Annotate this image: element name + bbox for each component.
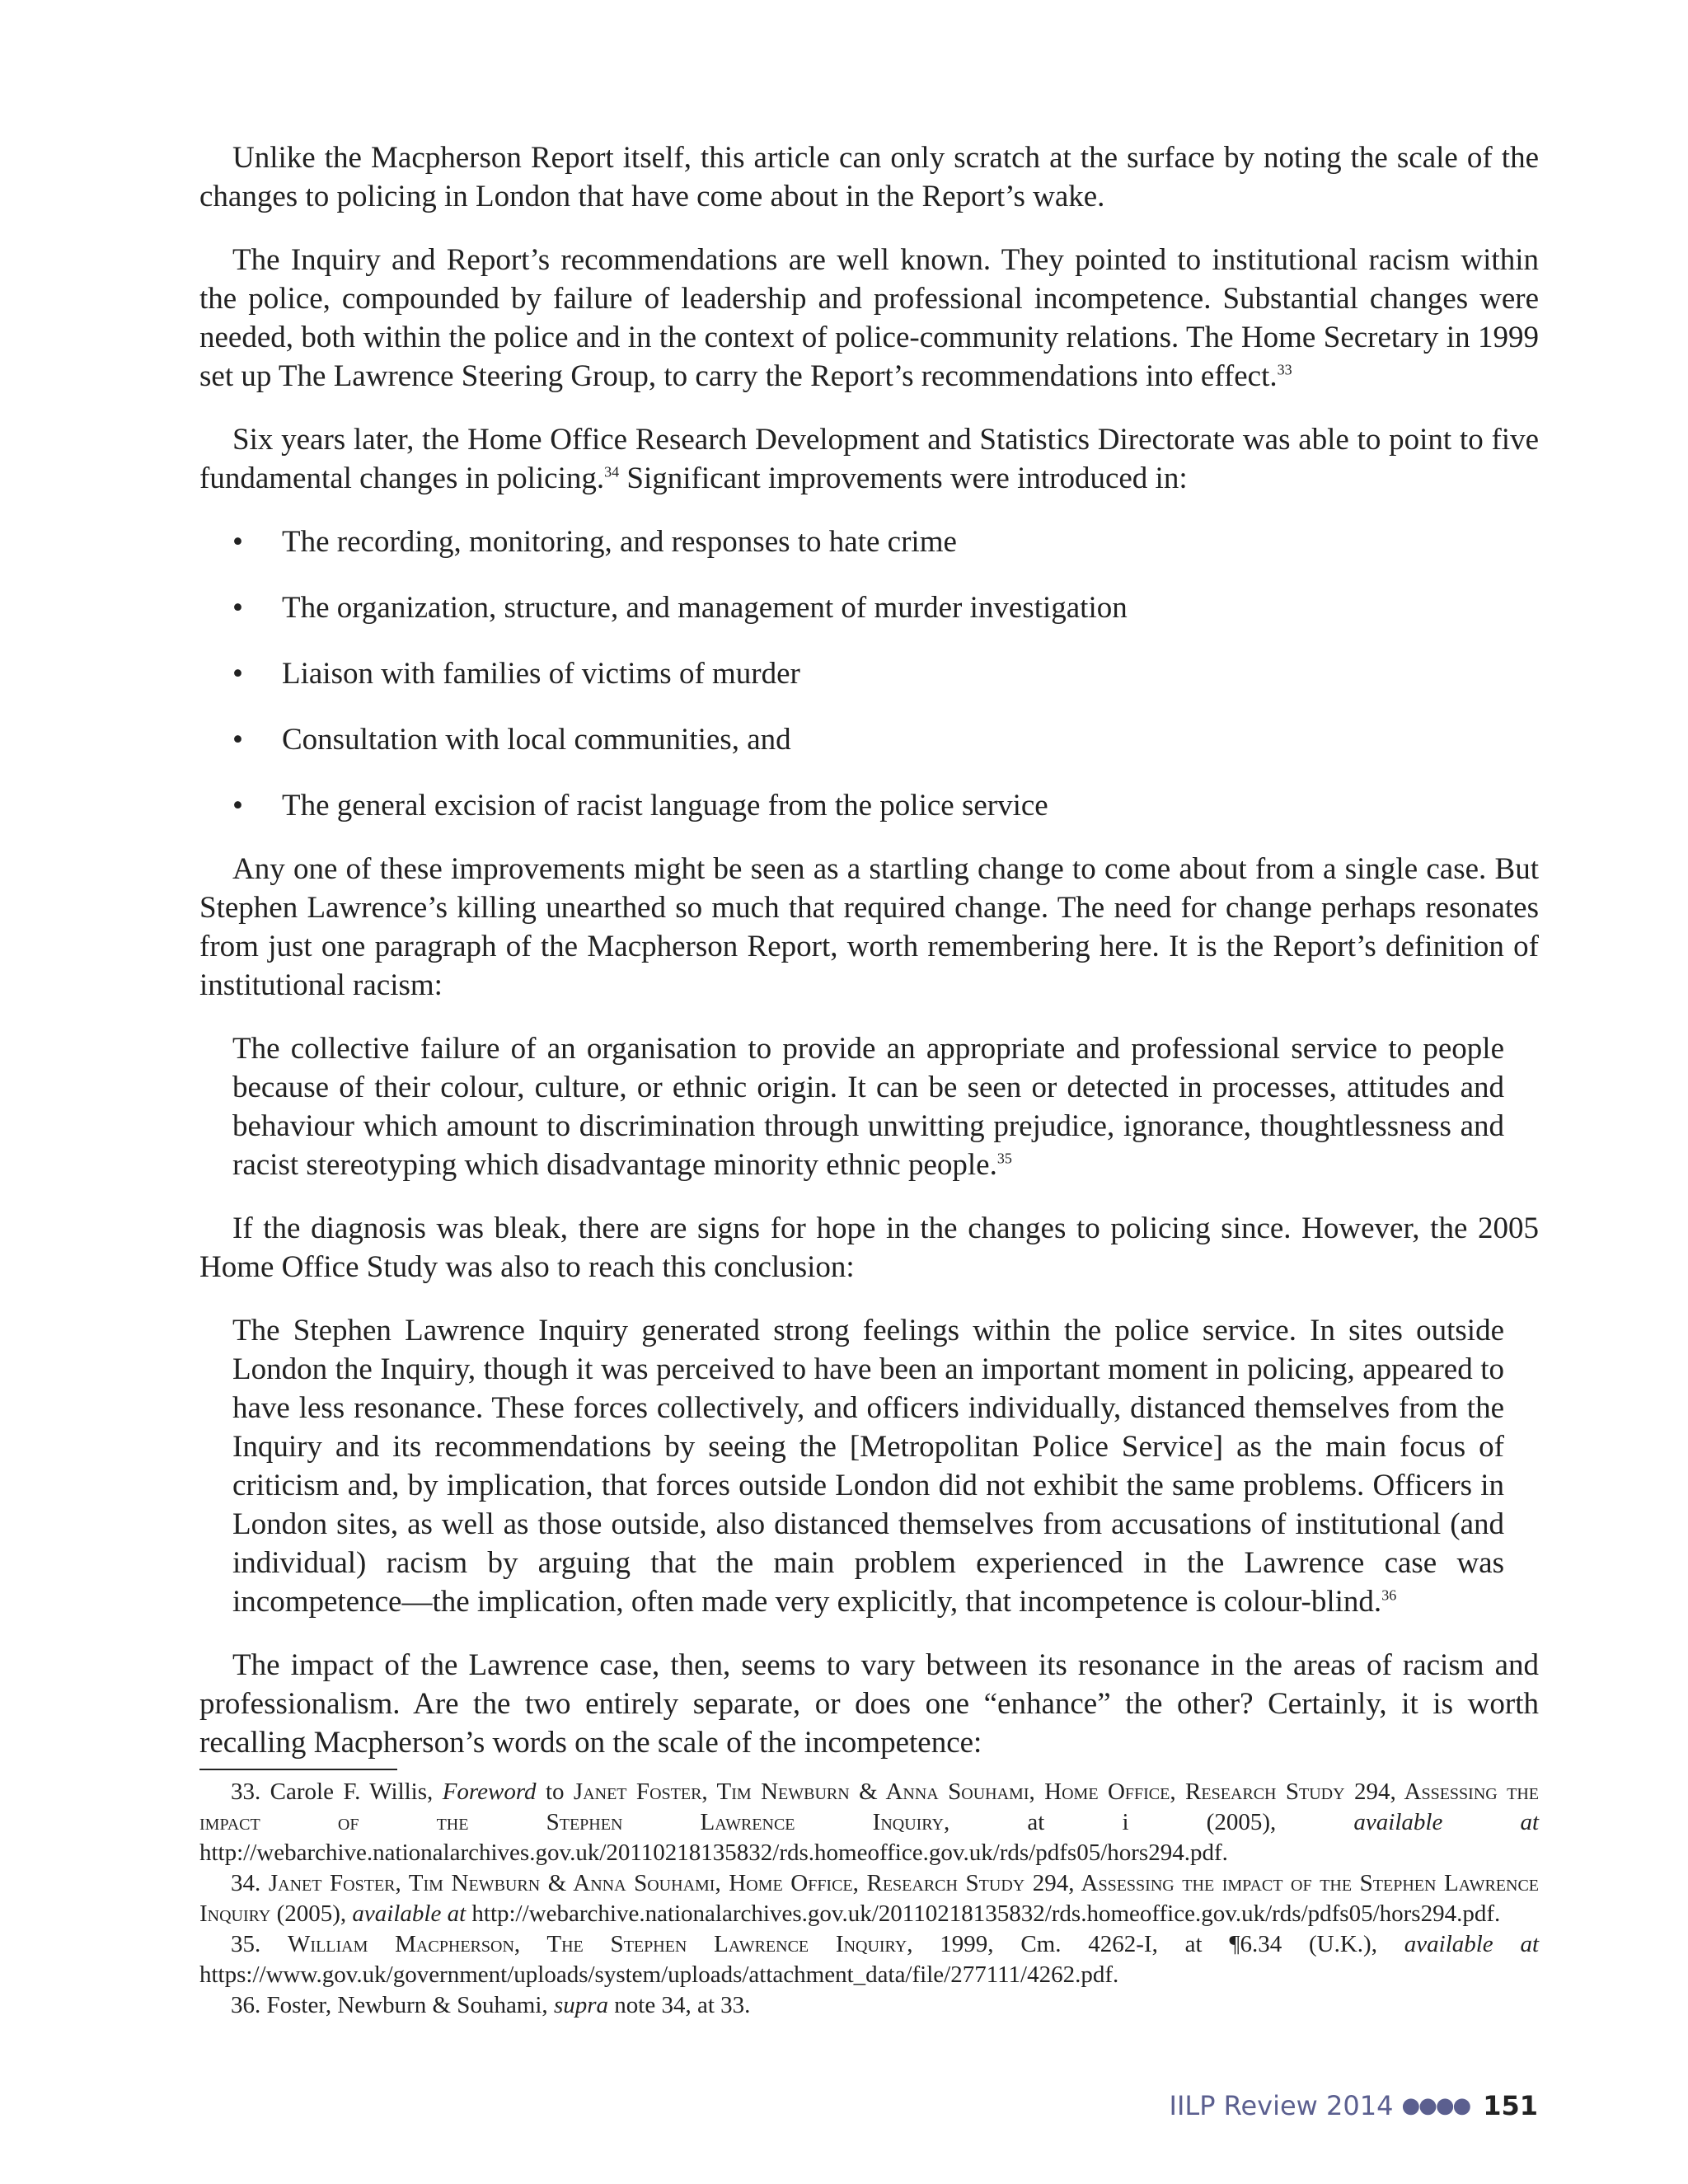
- paragraph-5: [199, 1209, 1539, 1286]
- paragraph-2-text: The Inquiry and Report’s recommendations are well known. They pointed to institutional racism within the police, compounded by failure of leadership and professional incompetence. Substantial changes were needed, both within the police and in the context of police-community relations. The Home Secretary in 1999 set up The Lawrence Steering Group, to carry the Report’s recommendations into effect.: [199, 243, 1539, 393]
- footnote-ref-33[interactable]: 33: [1277, 361, 1292, 378]
- footnotes: [199, 1777, 1539, 2021]
- paragraph-3: [199, 420, 1539, 498]
- footnote-work-title: Foreword: [442, 1779, 537, 1805]
- footnote-citation: Janet Foster, Tim Newburn & Anna Souhami, Home Office, Research Study 294, Assessing the impact of the Stephen Lawrence Inquiry: [199, 1870, 1540, 1927]
- paragraph-4: [199, 850, 1539, 1005]
- paragraph-3-text-a: Six years later, the Home Office Research Development and Statistics Directorate was able to point to five fundamental changes in policing.: [199, 423, 1539, 495]
- bullet-icon: •: [232, 657, 243, 691]
- footnote-supra: supra: [553, 1992, 609, 2018]
- bullet-icon: •: [232, 591, 243, 625]
- page-body: [199, 138, 1539, 2021]
- block-quote-2-paragraph: [232, 1311, 1504, 1621]
- footnote-divider: [199, 1769, 397, 1770]
- paragraph-1: [199, 138, 1539, 216]
- footnote-ref-36[interactable]: 36: [1381, 1586, 1397, 1604]
- list-item-text: The organization, structure, and management of murder investigation: [282, 591, 1128, 625]
- footnote-citation: Janet Foster, Tim Newburn & Anna Souhami, Home Office, Research Study 294, Assessing the impact of the Stephen Lawrence Inquiry,: [199, 1779, 1539, 1835]
- footnote-ref-35[interactable]: 35: [996, 1150, 1012, 1167]
- footnote-number: 35.: [231, 1931, 261, 1957]
- footnote-url[interactable]: http://webarchive.nationalarchives.gov.uk/20110218135832/rds.homeoffice.gov.uk/rds/pdfs05/hors294.pdf.: [471, 1900, 1501, 1927]
- footnote-available-at: available at: [352, 1900, 467, 1927]
- footnote-pinpoint: note 34, at 33.: [614, 1992, 751, 2018]
- list-item: [199, 720, 1539, 759]
- footnote-available-at: available at: [1353, 1809, 1540, 1835]
- improvements-list: [199, 523, 1539, 825]
- footnote-available-at: available at: [1404, 1931, 1540, 1957]
- footnote-35: [199, 1929, 1539, 1990]
- footnote-number: 34.: [231, 1870, 261, 1896]
- block-quote-1: [232, 1029, 1504, 1184]
- bullet-icon: •: [232, 525, 243, 559]
- list-item-text: The recording, monitoring, and responses to hate crime: [282, 525, 957, 559]
- footnote-36: [199, 1990, 1539, 2021]
- list-item-text: Liaison with families of victims of murder: [282, 657, 800, 691]
- block-quote-1-text: The collective failure of an organisation to provide an appropriate and professional service to people because of their colour, culture, or ethnic origin. It can be seen or detected in processes, attitudes and behaviour which amount to discrimination through unwitting prejudice, ignorance, thoughtlessness and racist stereotyping which disadvantage minority ethnic people.: [232, 1032, 1504, 1182]
- list-item: [199, 588, 1539, 627]
- footnote-pinpoint: (2005),: [276, 1900, 347, 1927]
- list-item-text: Consultation with local communities, and: [282, 723, 791, 757]
- footnote-number: 33.: [231, 1779, 261, 1805]
- list-item-text: The general excision of racist language from the police service: [282, 789, 1048, 823]
- bullet-icon: •: [232, 789, 243, 823]
- footnote-pinpoint: 1999, Cm. 4262-I, at ¶6.34 (U.K.),: [940, 1931, 1377, 1957]
- footnote-number: 36.: [231, 1992, 261, 2018]
- footnote-connector: to: [545, 1779, 565, 1805]
- footer-dots-icon: ●●●●: [1401, 2093, 1470, 2118]
- bullet-icon: •: [232, 723, 243, 757]
- paragraph-6-text: The impact of the Lawrence case, then, seems to vary between its resonance in the areas of racism and professionalism. Are the two entirely separate, or does one “enhance” the other? Certainly, it is worth recalling Macpherson’s words on the scale of the incompetence:: [199, 1648, 1539, 1760]
- footnote-author: Carole F. Willis,: [270, 1779, 434, 1805]
- paragraph-2: [199, 241, 1539, 396]
- journal-name: IILP Review 2014: [1169, 2090, 1394, 2121]
- paragraph-1-text: Unlike the Macpherson Report itself, this article can only scratch at the surface by noting the scale of the changes to policing in London that have come about in the Report’s wake.: [199, 141, 1539, 213]
- list-item: [199, 786, 1539, 825]
- footnote-pinpoint: at i (2005),: [1027, 1809, 1277, 1835]
- footnote-34: [199, 1868, 1539, 1929]
- paragraph-5-text: If the diagnosis was bleak, there are signs for hope in the changes to policing since. However, the 2005 Home Office Study was also to reach this conclusion:: [199, 1212, 1539, 1284]
- list-item: [199, 654, 1539, 693]
- paragraph-6: [199, 1646, 1539, 1762]
- page-footer: [1170, 2090, 1539, 2121]
- block-quote-2-text: The Stephen Lawrence Inquiry generated strong feelings within the police service. In sites outside London the Inquiry, though it was perceived to have been an important moment in policing, appeared to have less resonance. These forces collectively, and officers individually, distanced themselves from the Inquiry and its recommendations by seeing the [Metropolitan Police Service] as the main focus of criticism and, by implication, that forces outside London did not exhibit the same problems. Officers in London sites, as well as those outside, also distanced themselves from accusations of institutional (and individual) racism by arguing that the main problem experienced in the Lawrence case was incompetence—the implication, often made very explicitly, that incompetence is colour-blind.: [232, 1314, 1504, 1619]
- footnote-url[interactable]: https://www.gov.uk/government/uploads/system/uploads/attachment_data/file/277111/4262.pdf.: [199, 1961, 1119, 1988]
- list-item: [199, 523, 1539, 561]
- footnote-url[interactable]: http://webarchive.nationalarchives.gov.uk/20110218135832/rds.homeoffice.gov.uk/rds/pdfs05/hors294.pdf.: [199, 1840, 1228, 1866]
- footnote-33: [199, 1777, 1539, 1868]
- paragraph-4-text: Any one of these improvements might be seen as a startling change to come about from a single case. But Stephen Lawrence’s killing unearthed so much that required change. The need for change perhaps resonates from just one paragraph of the Macpherson Report, worth remembering here. It is the Report’s definition of institutional racism:: [199, 852, 1539, 1002]
- block-quote-2: [232, 1311, 1504, 1621]
- footnote-ref-34[interactable]: 34: [604, 463, 620, 480]
- footnote-citation: Foster, Newburn & Souhami,: [266, 1992, 548, 2018]
- paragraph-3-text-b: Significant improvements were introduced in:: [619, 462, 1188, 495]
- page-number: 151: [1483, 2090, 1538, 2121]
- footnote-citation: William Macpherson, The Stephen Lawrence Inquiry,: [288, 1931, 913, 1957]
- block-quote-1-paragraph: [232, 1029, 1504, 1184]
